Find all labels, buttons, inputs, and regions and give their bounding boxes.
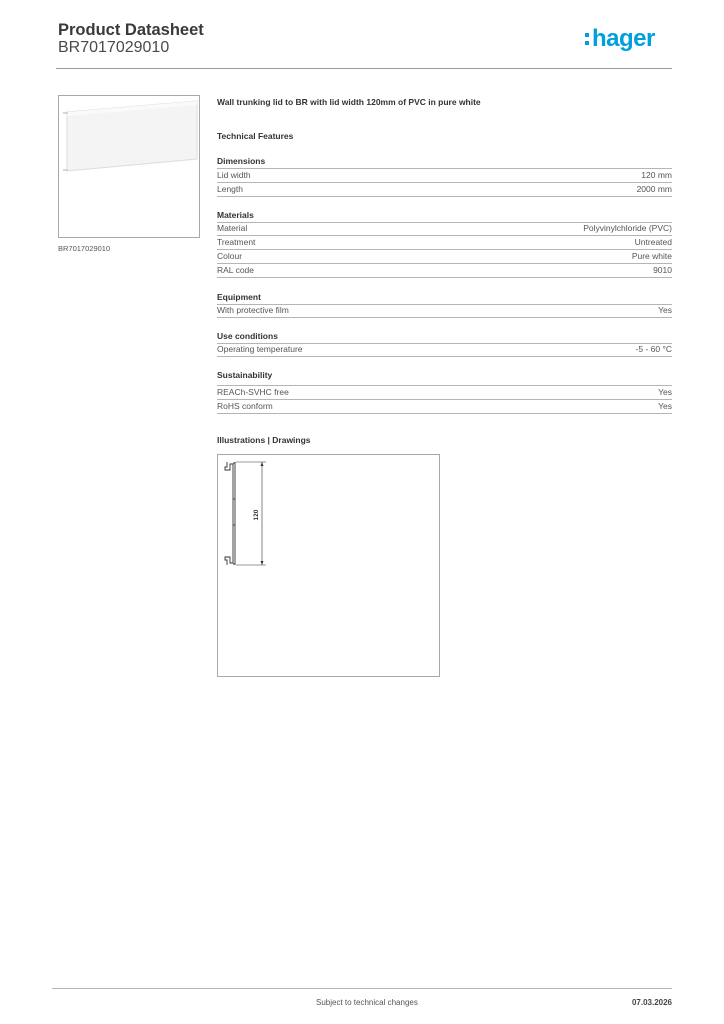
image-caption: BR7017029010 bbox=[58, 244, 111, 253]
spec-value: Yes bbox=[658, 401, 672, 411]
spec-row bbox=[217, 386, 672, 400]
spec-row bbox=[217, 343, 672, 357]
footer-divider bbox=[52, 988, 672, 989]
spec-row bbox=[217, 222, 672, 236]
section-title-equipment: Equipment bbox=[217, 292, 261, 302]
product-code: BR7017029010 bbox=[58, 39, 170, 56]
spec-value: 9010 bbox=[653, 265, 672, 275]
spec-value: -5 - 60 °C bbox=[635, 344, 672, 354]
section-title-sustainability: Sustainability bbox=[217, 370, 273, 380]
spec-value: Pure white bbox=[631, 251, 672, 261]
technical-drawing bbox=[217, 454, 440, 677]
spec-value: Yes bbox=[658, 387, 672, 397]
spec-label: Lid width bbox=[217, 170, 251, 180]
spec-label: Treatment bbox=[217, 237, 256, 247]
spec-row bbox=[217, 304, 672, 318]
spec-label: Length bbox=[217, 184, 243, 194]
spec-label: Operating temperature bbox=[217, 344, 303, 354]
profile-drawing bbox=[218, 455, 439, 676]
spec-row bbox=[217, 183, 672, 197]
brand-name: hager bbox=[592, 25, 655, 52]
spec-label: REACh-SVHC free bbox=[217, 387, 289, 397]
illustrations-heading: Illustrations | Drawings bbox=[217, 435, 311, 445]
spec-label: RAL code bbox=[217, 265, 255, 275]
spec-value: Yes bbox=[658, 305, 672, 315]
header-divider bbox=[56, 68, 672, 69]
footer-note: Subject to technical changes bbox=[316, 998, 418, 1007]
product-image-graphic bbox=[59, 96, 199, 237]
spec-label: RoHS conform bbox=[217, 401, 273, 411]
section-title-materials: Materials bbox=[217, 210, 254, 220]
spec-value: Polyvinylchloride (PVC) bbox=[583, 223, 672, 233]
spec-row bbox=[217, 400, 672, 414]
spec-label: Colour bbox=[217, 251, 243, 261]
spec-value: 2000 mm bbox=[636, 184, 672, 194]
page-title: Product Datasheet bbox=[58, 21, 204, 39]
spec-label: Material bbox=[217, 223, 248, 233]
section-title-use-conditions: Use conditions bbox=[217, 331, 278, 341]
spec-row bbox=[217, 250, 672, 264]
spec-value: Untreated bbox=[634, 237, 672, 247]
spec-value: 120 mm bbox=[641, 170, 672, 180]
section-title-dimensions: Dimensions bbox=[217, 156, 266, 166]
spec-label: With protective film bbox=[217, 305, 289, 315]
logo-dots bbox=[585, 33, 589, 49]
product-description: Wall trunking lid to BR with lid width 120mm of PVC in pure white bbox=[217, 97, 481, 107]
spec-row bbox=[217, 169, 672, 183]
footer-date: 07.03.2026 bbox=[631, 998, 672, 1007]
spec-row bbox=[217, 236, 672, 250]
spec-row bbox=[217, 264, 672, 278]
dimension-label: 120 bbox=[253, 509, 260, 521]
technical-features-heading: Technical Features bbox=[217, 131, 294, 141]
brand-logo bbox=[592, 25, 655, 53]
product-image bbox=[58, 95, 200, 238]
